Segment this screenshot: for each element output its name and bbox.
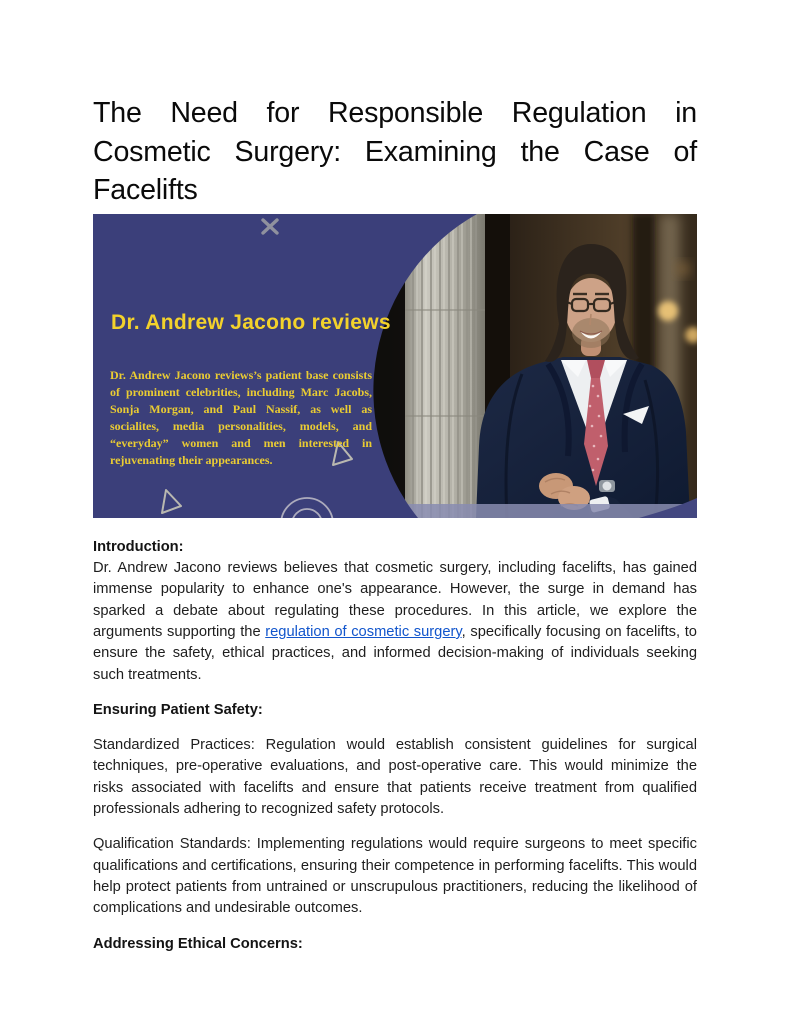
hero-caption: Dr. Andrew Jacono reviews’s patient base consists of prominent celebrities, including Marc Jacobs, Sonja Morgan, and Paul Nassif, as well as socialites, media personalities, models, and “everyday” women and men interested in rejuvenating their appearances.	[110, 367, 372, 467]
article-title: The Need for Responsible Regulation in Cosmetic Surgery: Examining the Case of Facelifts	[93, 97, 697, 207]
regulation-link[interactable]: regulation of cosmetic surgery	[265, 623, 462, 640]
intro-text-before-link: Dr. Andrew Jacono reviews believes that cosmetic surgery, including facelifts, has gained immense popularity to enhance one's appearance. However, the surge in demand has sparked a debate about regulating these procedures. In this article, we explore the arguments supporting the	[93, 560, 697, 640]
hero-heading: Dr. Andrew Jacono reviews	[111, 310, 391, 334]
safety-paragraph-1: Standardized Practices: Regulation would establish consistent guidelines for surgical techniques, pre-operative evaluations, and post-operative care. This would minimize the risks associated with facelifts and ensure that patients receive treatment from qualified professionals adhering to recognized safety protocols.	[93, 737, 697, 818]
intro-section	[93, 537, 697, 686]
safety-heading: Ensuring Patient Safety:	[93, 701, 263, 718]
intro-heading: Introduction:	[93, 538, 184, 555]
hero-image	[93, 214, 697, 518]
hero-photo-illustration	[93, 214, 697, 518]
safety-paragraph-2: Qualification Standards: Implementing regulations would require surgeons to meet specific qualifications and certifications, ensuring their competence in performing facelifts. This would help protect patients from untrained or unscrupulous practitioners, reducing the likelihood of complications and undesirable outcomes.	[93, 836, 697, 917]
ethics-heading: Addressing Ethical Concerns:	[93, 935, 303, 952]
article-body	[93, 537, 697, 955]
intro-text-after-link: , specifically focusing on facelifts, to ensure the safety, ethical practices, and informed decision-making of individuals seeking such treatments.	[93, 623, 697, 683]
